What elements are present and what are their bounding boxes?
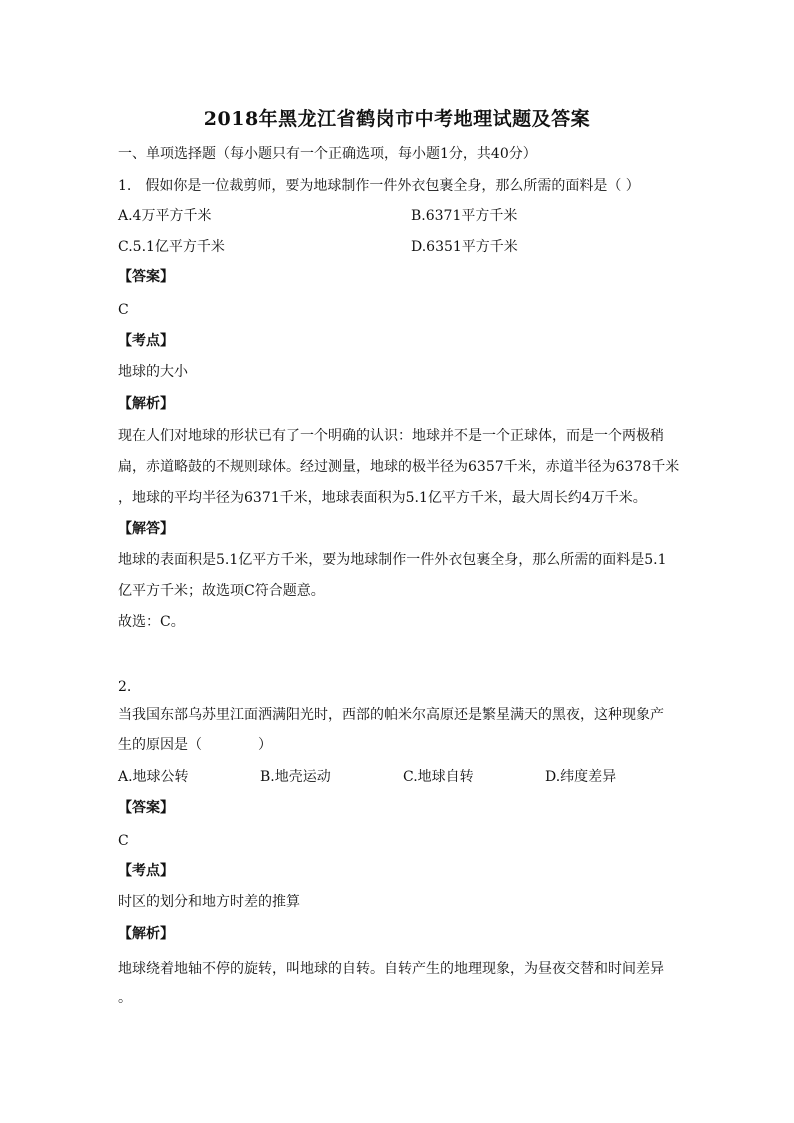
- q2-kaodian: 时区的划分和地方时差的推算: [118, 894, 300, 910]
- q2-options: [118, 766, 678, 786]
- q2-number: 2.: [118, 679, 132, 695]
- q1-jiexi-label: 【解析】: [118, 396, 174, 412]
- q1-jieda-label: 【解答】: [118, 521, 174, 537]
- q2-jiexi-label: 【解析】: [118, 926, 174, 942]
- q2-option-c: C.地球自转: [403, 769, 474, 785]
- q1-option-c: C.5.1亿平方千米: [118, 239, 225, 255]
- q1-option-d: D.6351平方千米: [411, 239, 518, 255]
- q2-option-a: A.地球公转: [118, 769, 189, 785]
- q1-kaodian-label: 【考点】: [118, 333, 174, 349]
- q1-kaodian: 地球的大小: [118, 364, 188, 380]
- q2-option-b: B.地壳运动: [260, 769, 331, 785]
- q1-jieda-line-2: 亿平方千米；故选项C符合题意。: [118, 583, 325, 599]
- section-heading: 一、单项选择题（每小题只有一个正确选项，每小题1分，共40分）: [118, 146, 537, 162]
- q1-jiexi-line-3: ，地球的平均半径为6371千米，地球表面积为5.1亿平方千米，最大周长约4万千米。: [118, 490, 647, 506]
- q2-answer-label: 【答案】: [118, 800, 174, 816]
- q2-stem-line-2: 生的原因是（ ）: [118, 737, 272, 753]
- q2-stem-line-1: 当我国东部乌苏里江面洒满阳光时，西部的帕米尔高原还是繁星满天的黑夜，这种现象产: [118, 707, 664, 723]
- page-title: 2018年黑龙江省鹤岗市中考地理试题及答案: [203, 108, 591, 130]
- q1-option-b: B.6371平方千米: [411, 208, 518, 224]
- q1-jiexi-line-2: 扁，赤道略鼓的不规则球体。经过测量，地球的极半径为6357千米，赤道半径为6378千米: [118, 459, 680, 475]
- q2-jiexi-line-2: 。: [118, 990, 132, 1006]
- q2-jiexi-line-1: 地球绕着地轴不停的旋转，叫地球的自转。自转产生的地理现象，为昼夜交替和时间差异: [118, 961, 664, 977]
- q1-answer: C: [118, 302, 129, 318]
- q1-answer-label: 【答案】: [118, 269, 174, 285]
- q2-option-d: D.纬度差异: [545, 769, 617, 785]
- q2-answer: C: [118, 833, 129, 849]
- q2-kaodian-label: 【考点】: [118, 863, 174, 879]
- q1-stem: 1. 假如你是一位裁剪师，要为地球制作一件外衣包裹全身，那么所需的面料是（ ）: [118, 178, 640, 194]
- q1-option-a: A.4万平方千米: [118, 208, 212, 224]
- q1-jieda-line-1: 地球的表面积是5.1亿平方千米，要为地球制作一件外衣包裹全身，那么所需的面料是5.1: [118, 552, 667, 568]
- q1-jiexi-line-1: 现在人们对地球的形状已有了一个明确的认识：地球并不是一个正球体，而是一个两极稍: [118, 428, 664, 444]
- q1-final-choice: 故选：C。: [118, 614, 185, 630]
